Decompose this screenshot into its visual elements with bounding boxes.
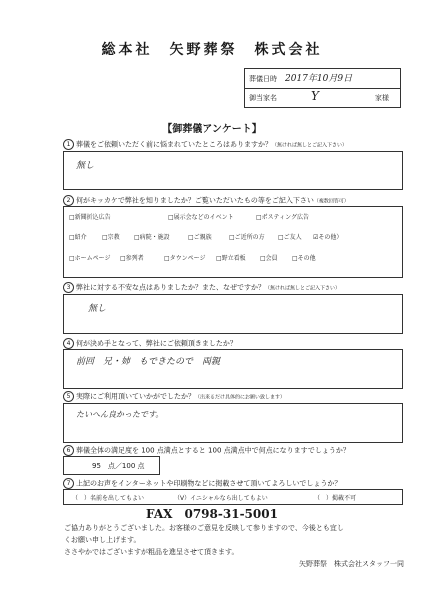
option-attendee: □参列者 [120, 255, 144, 262]
person-label: 御当家名 [249, 94, 277, 102]
question-5 [63, 391, 403, 403]
question-number: 1 [63, 139, 74, 150]
option-relatives: □ご親族 [188, 234, 212, 241]
answer-3: 無し [88, 304, 107, 314]
person-row [245, 88, 400, 107]
question-6 [63, 445, 403, 456]
question-number: 2 [63, 195, 74, 206]
person-value: Y [311, 89, 319, 103]
option-newspaper: □新聞折込広告 [69, 214, 111, 221]
option-hospital: □病院・施設 [134, 234, 170, 241]
question-text: 上記のお声をインターネットや印刷物などに掲載させて頂いてよろしいでしょうか？ [76, 479, 342, 488]
signature: 矢野葬祭 株式会社スタッフ一同 [299, 560, 404, 568]
question-note: （無ければ無しとご記入下さい） [265, 285, 341, 292]
date-value: 2017年10月9日 [285, 74, 353, 84]
answer-box-5 [63, 403, 403, 443]
question-number: 5 [63, 391, 74, 402]
option-religion: □宗教 [102, 234, 120, 241]
answer-4: 前回 兄・姉 もできたので 両親 [76, 357, 221, 367]
question-text: 葬儀全体の満足度を 100 点満点とすると 100 点満点中で何点になりますでしょうか？ [76, 446, 350, 455]
option-member: □会員 [260, 255, 278, 262]
option-townpage: □タウンページ [164, 255, 206, 262]
question-text: 弊社に対する不安な点はありましたか？また、なぜですか？ [76, 283, 265, 292]
option-posting: □ポスティング広告 [256, 214, 309, 221]
q7-options-box [63, 489, 403, 505]
question-number: 6 [63, 445, 74, 456]
closing-line-3: ささやかではございますが粗品を進呈させて頂きます。 [64, 548, 239, 556]
option-billboard: □野立看板 [216, 255, 246, 262]
answer-1: 無し [76, 161, 95, 171]
closing-message [64, 522, 404, 570]
question-number: 7 [63, 478, 74, 489]
fax-number: FAX 0798-31-5001 [146, 507, 278, 521]
question-4 [63, 338, 403, 349]
question-3 [63, 282, 403, 294]
question-text: 何がキッカケで弊社を知りましたか？ご覧いただいたもの等をご記入下さい [76, 196, 314, 205]
question-number: 3 [63, 282, 74, 293]
question-7 [63, 478, 403, 489]
option-homepage: □ホームページ [69, 255, 111, 262]
option-other: □その他 [292, 255, 316, 262]
options-box-2 [63, 206, 403, 278]
question-1 [63, 139, 403, 151]
question-text: 葬儀をご依頼いただく前に悩まれていたところはありますか？ [76, 140, 272, 149]
option-other-checked: ☑その他） [313, 234, 343, 241]
option-initial-ok: （V）イニシャルなら出してもよい [174, 495, 268, 502]
date-row [245, 69, 400, 89]
closing-line-1: ご協力ありがとうございました。お客様のご意見を反映して参りますので、今後とも宜し [64, 524, 344, 532]
date-label: 葬儀日時 [249, 75, 277, 83]
score-value: 95 点／100 点 [92, 462, 145, 470]
option-event: □展示会などのイベント [168, 214, 234, 221]
question-note: （出来るだけ具体的にお願い致します） [195, 394, 286, 401]
option-friends: □ご友人 [278, 234, 302, 241]
option-neighbors: □ご近所の方 [229, 234, 265, 241]
survey-title: 【御葬儀アンケート】 [162, 124, 262, 135]
question-number: 4 [63, 338, 74, 349]
option-no-publish: （ ）掲載不可 [314, 495, 357, 502]
question-note: （複数回答可） [313, 198, 349, 205]
closing-line-2: くお願い申し上げます。 [64, 536, 141, 544]
question-text: 実際にご利用頂いていかがでしたか？ [76, 392, 195, 401]
question-2 [63, 195, 403, 207]
answer-box-4 [63, 349, 403, 389]
company-name: 総本社 矢野葬祭 株式会社 [101, 42, 323, 58]
option-name-ok: （ ）名前を出してもよい [72, 495, 145, 502]
option-referral: □紹介 [69, 234, 87, 241]
question-text: 何が決め手となって、弊社にご依頼頂きましたか？ [76, 339, 237, 348]
info-box [244, 68, 401, 108]
score-box [63, 456, 160, 475]
answer-box-1 [63, 151, 403, 190]
answer-5: たいへん良かったです。 [76, 410, 164, 419]
question-note: （無ければ無しとご記入下さい） [272, 142, 348, 149]
answer-box-3 [63, 294, 403, 334]
family-label: 家様 [375, 94, 389, 102]
